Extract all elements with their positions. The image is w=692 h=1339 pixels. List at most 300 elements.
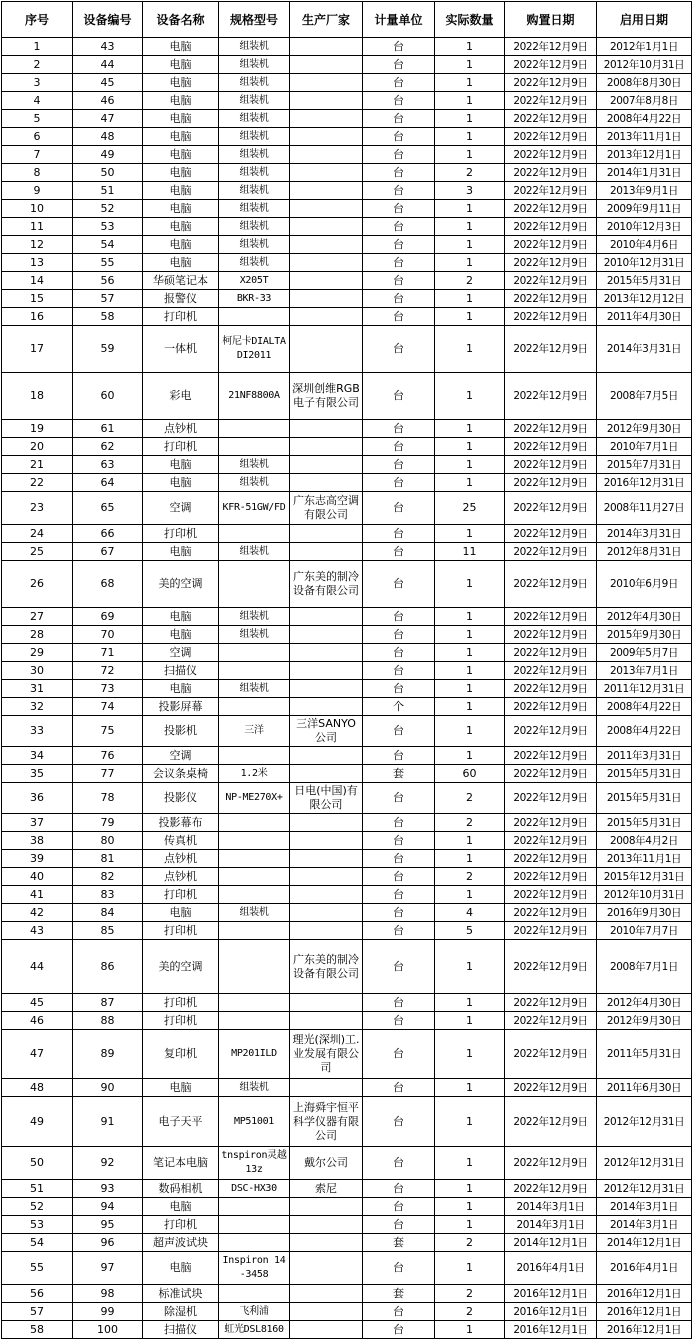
cell-manufacturer bbox=[290, 456, 363, 474]
cell-seq-no: 31 bbox=[2, 680, 73, 698]
cell-equipment-name: 点钞机 bbox=[143, 850, 219, 868]
cell-unit: 套 bbox=[363, 765, 435, 783]
cell-purchase-date: 2022年12月9日 bbox=[505, 832, 597, 850]
cell-start-date: 2011年4月30日 bbox=[597, 308, 692, 326]
cell-seq-no: 44 bbox=[2, 940, 73, 994]
cell-equipment-code: 98 bbox=[73, 1285, 143, 1303]
cell-unit: 台 bbox=[363, 994, 435, 1012]
cell-manufacturer bbox=[290, 92, 363, 110]
cell-purchase-date: 2022年12月9日 bbox=[505, 326, 597, 373]
cell-equipment-name: 投影幕布 bbox=[143, 814, 219, 832]
cell-equipment-code: 49 bbox=[73, 146, 143, 164]
cell-seq-no: 33 bbox=[2, 716, 73, 747]
cell-equipment-code: 75 bbox=[73, 716, 143, 747]
cell-quantity: 1 bbox=[435, 326, 505, 373]
cell-model-spec: NP-ME270X+ bbox=[219, 783, 290, 814]
table-row bbox=[2, 765, 692, 783]
cell-purchase-date: 2022年12月9日 bbox=[505, 922, 597, 940]
cell-equipment-code: 83 bbox=[73, 886, 143, 904]
cell-manufacturer bbox=[290, 236, 363, 254]
cell-model-spec: Inspiron 14-3458 bbox=[219, 1252, 290, 1285]
cell-quantity: 1 bbox=[435, 74, 505, 92]
cell-model-spec bbox=[219, 814, 290, 832]
cell-purchase-date: 2014年3月1日 bbox=[505, 1198, 597, 1216]
table-row bbox=[2, 290, 692, 308]
cell-model-spec: DSC-HX30 bbox=[219, 1180, 290, 1198]
cell-seq-no: 28 bbox=[2, 626, 73, 644]
cell-equipment-code: 52 bbox=[73, 200, 143, 218]
cell-quantity: 1 bbox=[435, 850, 505, 868]
cell-seq-no: 21 bbox=[2, 456, 73, 474]
cell-model-spec bbox=[219, 1285, 290, 1303]
table-row bbox=[2, 38, 692, 56]
cell-manufacturer bbox=[290, 420, 363, 438]
cell-start-date: 2011年12月31日 bbox=[597, 680, 692, 698]
table-row bbox=[2, 783, 692, 814]
cell-seq-no: 49 bbox=[2, 1097, 73, 1147]
cell-model-spec: 组装机 bbox=[219, 56, 290, 74]
cell-model-spec bbox=[219, 420, 290, 438]
cell-purchase-date: 2022年12月9日 bbox=[505, 56, 597, 74]
cell-model-spec: 柯尼卡DIALTADI2011 bbox=[219, 326, 290, 373]
table-row bbox=[2, 272, 692, 290]
cell-equipment-name: 电脑 bbox=[143, 608, 219, 626]
cell-start-date: 2011年3月31日 bbox=[597, 747, 692, 765]
cell-equipment-code: 48 bbox=[73, 128, 143, 146]
cell-model-spec: 组装机 bbox=[219, 74, 290, 92]
table-row bbox=[2, 1285, 692, 1303]
cell-unit: 台 bbox=[363, 940, 435, 994]
cell-quantity: 1 bbox=[435, 128, 505, 146]
cell-purchase-date: 2022年12月9日 bbox=[505, 272, 597, 290]
cell-model-spec bbox=[219, 644, 290, 662]
cell-seq-no: 24 bbox=[2, 525, 73, 543]
cell-manufacturer bbox=[290, 1303, 363, 1321]
cell-purchase-date: 2022年12月9日 bbox=[505, 626, 597, 644]
cell-unit: 台 bbox=[363, 1303, 435, 1321]
cell-start-date: 2015年5月31日 bbox=[597, 272, 692, 290]
cell-quantity: 1 bbox=[435, 146, 505, 164]
cell-purchase-date: 2022年12月9日 bbox=[505, 164, 597, 182]
cell-equipment-code: 78 bbox=[73, 783, 143, 814]
cell-manufacturer bbox=[290, 200, 363, 218]
cell-unit: 台 bbox=[363, 543, 435, 561]
cell-seq-no: 2 bbox=[2, 56, 73, 74]
table-row bbox=[2, 1030, 692, 1079]
cell-equipment-name: 投影仪 bbox=[143, 783, 219, 814]
cell-model-spec bbox=[219, 850, 290, 868]
equipment-table-body bbox=[2, 2, 692, 1339]
cell-equipment-code: 63 bbox=[73, 456, 143, 474]
cell-quantity: 1 bbox=[435, 1252, 505, 1285]
table-row bbox=[2, 868, 692, 886]
cell-equipment-code: 59 bbox=[73, 326, 143, 373]
cell-model-spec: 组装机 bbox=[219, 200, 290, 218]
cell-quantity: 5 bbox=[435, 922, 505, 940]
cell-equipment-name: 数码相机 bbox=[143, 1180, 219, 1198]
cell-purchase-date: 2022年12月9日 bbox=[505, 74, 597, 92]
cell-equipment-code: 95 bbox=[73, 1216, 143, 1234]
cell-unit: 台 bbox=[363, 1321, 435, 1339]
cell-model-spec bbox=[219, 940, 290, 994]
cell-start-date: 2012年12月31日 bbox=[597, 1180, 692, 1198]
cell-equipment-name: 彩电 bbox=[143, 373, 219, 420]
cell-seq-no: 36 bbox=[2, 783, 73, 814]
cell-manufacturer bbox=[290, 543, 363, 561]
cell-seq-no: 27 bbox=[2, 608, 73, 626]
cell-quantity: 1 bbox=[435, 1216, 505, 1234]
cell-quantity: 1 bbox=[435, 290, 505, 308]
cell-start-date: 2010年12月31日 bbox=[597, 254, 692, 272]
table-row bbox=[2, 814, 692, 832]
cell-manufacturer bbox=[290, 698, 363, 716]
cell-equipment-name: 电脑 bbox=[143, 543, 219, 561]
table-row bbox=[2, 164, 692, 182]
cell-manufacturer bbox=[290, 182, 363, 200]
table-row bbox=[2, 1198, 692, 1216]
cell-equipment-name: 超声波试块 bbox=[143, 1234, 219, 1252]
cell-equipment-name: 传真机 bbox=[143, 832, 219, 850]
cell-manufacturer: 三洋SANYO公司 bbox=[290, 716, 363, 747]
cell-equipment-name: 电脑 bbox=[143, 236, 219, 254]
cell-seq-no: 6 bbox=[2, 128, 73, 146]
cell-start-date: 2010年7月7日 bbox=[597, 922, 692, 940]
cell-equipment-code: 70 bbox=[73, 626, 143, 644]
cell-purchase-date: 2022年12月9日 bbox=[505, 1012, 597, 1030]
table-row bbox=[2, 492, 692, 525]
cell-purchase-date: 2022年12月9日 bbox=[505, 38, 597, 56]
cell-quantity: 1 bbox=[435, 626, 505, 644]
cell-quantity: 2 bbox=[435, 783, 505, 814]
cell-equipment-name: 电脑 bbox=[143, 1252, 219, 1285]
cell-equipment-code: 60 bbox=[73, 373, 143, 420]
cell-equipment-name: 点钞机 bbox=[143, 868, 219, 886]
table-row bbox=[2, 922, 692, 940]
cell-manufacturer bbox=[290, 1198, 363, 1216]
cell-quantity: 1 bbox=[435, 420, 505, 438]
cell-quantity: 1 bbox=[435, 474, 505, 492]
table-row bbox=[2, 56, 692, 74]
cell-seq-no: 53 bbox=[2, 1216, 73, 1234]
table-row bbox=[2, 1321, 692, 1339]
cell-start-date: 2015年5月31日 bbox=[597, 814, 692, 832]
cell-unit: 台 bbox=[363, 783, 435, 814]
cell-model-spec bbox=[219, 868, 290, 886]
cell-equipment-code: 43 bbox=[73, 38, 143, 56]
cell-seq-no: 12 bbox=[2, 236, 73, 254]
cell-model-spec: BKR-33 bbox=[219, 290, 290, 308]
cell-start-date: 2012年9月30日 bbox=[597, 1012, 692, 1030]
cell-equipment-name: 扫描仪 bbox=[143, 662, 219, 680]
cell-equipment-name: 美的空调 bbox=[143, 561, 219, 608]
cell-unit: 台 bbox=[363, 814, 435, 832]
cell-manufacturer bbox=[290, 308, 363, 326]
cell-start-date: 2012年12月31日 bbox=[597, 1097, 692, 1147]
cell-equipment-code: 57 bbox=[73, 290, 143, 308]
cell-start-date: 2013年11月1日 bbox=[597, 850, 692, 868]
cell-unit: 台 bbox=[363, 110, 435, 128]
cell-quantity: 2 bbox=[435, 814, 505, 832]
table-row bbox=[2, 373, 692, 420]
cell-unit: 台 bbox=[363, 525, 435, 543]
table-row bbox=[2, 525, 692, 543]
cell-equipment-name: 电脑 bbox=[143, 456, 219, 474]
cell-start-date: 2014年12月1日 bbox=[597, 1234, 692, 1252]
cell-seq-no: 3 bbox=[2, 74, 73, 92]
cell-unit: 台 bbox=[363, 474, 435, 492]
table-row bbox=[2, 92, 692, 110]
cell-start-date: 2014年1月31日 bbox=[597, 164, 692, 182]
cell-seq-no: 46 bbox=[2, 1012, 73, 1030]
table-row bbox=[2, 110, 692, 128]
column-header-manufacturer: 生产厂家 bbox=[290, 2, 363, 38]
cell-equipment-name: 点钞机 bbox=[143, 420, 219, 438]
cell-model-spec bbox=[219, 922, 290, 940]
cell-manufacturer bbox=[290, 1012, 363, 1030]
cell-manufacturer bbox=[290, 254, 363, 272]
cell-purchase-date: 2016年4月1日 bbox=[505, 1252, 597, 1285]
cell-model-spec bbox=[219, 1012, 290, 1030]
cell-manufacturer bbox=[290, 1216, 363, 1234]
cell-start-date: 2013年11月1日 bbox=[597, 128, 692, 146]
cell-purchase-date: 2022年12月9日 bbox=[505, 456, 597, 474]
table-row bbox=[2, 940, 692, 994]
cell-start-date: 2010年12月3日 bbox=[597, 218, 692, 236]
cell-quantity: 1 bbox=[435, 92, 505, 110]
cell-equipment-name: 打印机 bbox=[143, 308, 219, 326]
table-row bbox=[2, 608, 692, 626]
cell-manufacturer bbox=[290, 1252, 363, 1285]
cell-unit: 台 bbox=[363, 1012, 435, 1030]
cell-unit: 台 bbox=[363, 492, 435, 525]
cell-manufacturer bbox=[290, 747, 363, 765]
cell-unit: 台 bbox=[363, 456, 435, 474]
cell-model-spec bbox=[219, 747, 290, 765]
cell-quantity: 1 bbox=[435, 1079, 505, 1097]
table-row bbox=[2, 561, 692, 608]
table-row bbox=[2, 644, 692, 662]
cell-seq-no: 54 bbox=[2, 1234, 73, 1252]
cell-model-spec bbox=[219, 1234, 290, 1252]
cell-equipment-name: 美的空调 bbox=[143, 940, 219, 994]
table-row bbox=[2, 456, 692, 474]
cell-manufacturer: 广东美的制冷设备有限公司 bbox=[290, 940, 363, 994]
cell-equipment-code: 45 bbox=[73, 74, 143, 92]
cell-quantity: 2 bbox=[435, 1285, 505, 1303]
asset-register-sheet bbox=[0, 1, 692, 1336]
cell-purchase-date: 2022年12月9日 bbox=[505, 994, 597, 1012]
cell-purchase-date: 2022年12月9日 bbox=[505, 904, 597, 922]
cell-purchase-date: 2022年12月9日 bbox=[505, 561, 597, 608]
cell-manufacturer bbox=[290, 886, 363, 904]
cell-quantity: 1 bbox=[435, 438, 505, 456]
cell-manufacturer bbox=[290, 272, 363, 290]
cell-seq-no: 45 bbox=[2, 994, 73, 1012]
cell-start-date: 2010年6月9日 bbox=[597, 561, 692, 608]
cell-equipment-code: 47 bbox=[73, 110, 143, 128]
cell-start-date: 2007年8月8日 bbox=[597, 92, 692, 110]
cell-unit: 台 bbox=[363, 662, 435, 680]
cell-quantity: 1 bbox=[435, 1180, 505, 1198]
cell-purchase-date: 2022年12月9日 bbox=[505, 92, 597, 110]
cell-unit: 台 bbox=[363, 1216, 435, 1234]
cell-model-spec: 组装机 bbox=[219, 904, 290, 922]
cell-start-date: 2012年4月30日 bbox=[597, 608, 692, 626]
cell-quantity: 1 bbox=[435, 110, 505, 128]
cell-equipment-code: 68 bbox=[73, 561, 143, 608]
cell-start-date: 2012年12月31日 bbox=[597, 1147, 692, 1180]
table-row bbox=[2, 326, 692, 373]
cell-purchase-date: 2022年12月9日 bbox=[505, 680, 597, 698]
cell-start-date: 2016年12月1日 bbox=[597, 1321, 692, 1339]
cell-equipment-name: 笔记本电脑 bbox=[143, 1147, 219, 1180]
cell-quantity: 1 bbox=[435, 716, 505, 747]
cell-quantity: 1 bbox=[435, 561, 505, 608]
cell-equipment-name: 一体机 bbox=[143, 326, 219, 373]
cell-model-spec bbox=[219, 994, 290, 1012]
cell-purchase-date: 2022年12月9日 bbox=[505, 290, 597, 308]
cell-equipment-code: 62 bbox=[73, 438, 143, 456]
cell-start-date: 2016年4月1日 bbox=[597, 1252, 692, 1285]
cell-start-date: 2013年12月12日 bbox=[597, 290, 692, 308]
cell-unit: 套 bbox=[363, 1285, 435, 1303]
cell-purchase-date: 2022年12月9日 bbox=[505, 608, 597, 626]
cell-model-spec bbox=[219, 832, 290, 850]
cell-unit: 台 bbox=[363, 200, 435, 218]
cell-start-date: 2012年9月30日 bbox=[597, 420, 692, 438]
cell-manufacturer bbox=[290, 904, 363, 922]
cell-equipment-code: 94 bbox=[73, 1198, 143, 1216]
cell-purchase-date: 2022年12月9日 bbox=[505, 814, 597, 832]
cell-equipment-name: 空调 bbox=[143, 492, 219, 525]
cell-purchase-date: 2022年12月9日 bbox=[505, 525, 597, 543]
cell-seq-no: 43 bbox=[2, 922, 73, 940]
cell-unit: 台 bbox=[363, 254, 435, 272]
cell-manufacturer bbox=[290, 608, 363, 626]
cell-start-date: 2012年1月1日 bbox=[597, 38, 692, 56]
cell-equipment-name: 投影屏幕 bbox=[143, 698, 219, 716]
cell-seq-no: 39 bbox=[2, 850, 73, 868]
cell-unit: 台 bbox=[363, 146, 435, 164]
cell-manufacturer: 日电(中国)有限公司 bbox=[290, 783, 363, 814]
cell-unit: 台 bbox=[363, 904, 435, 922]
cell-equipment-code: 67 bbox=[73, 543, 143, 561]
cell-purchase-date: 2022年12月9日 bbox=[505, 1079, 597, 1097]
table-row bbox=[2, 1216, 692, 1234]
cell-purchase-date: 2014年3月1日 bbox=[505, 1216, 597, 1234]
cell-equipment-code: 77 bbox=[73, 765, 143, 783]
table-row bbox=[2, 1180, 692, 1198]
table-row bbox=[2, 182, 692, 200]
cell-equipment-name: 电脑 bbox=[143, 904, 219, 922]
cell-unit: 台 bbox=[363, 1180, 435, 1198]
cell-manufacturer bbox=[290, 1321, 363, 1339]
cell-equipment-name: 电脑 bbox=[143, 254, 219, 272]
cell-unit: 台 bbox=[363, 373, 435, 420]
cell-manufacturer: 索尼 bbox=[290, 1180, 363, 1198]
cell-equipment-name: 电脑 bbox=[143, 218, 219, 236]
cell-quantity: 1 bbox=[435, 940, 505, 994]
cell-manufacturer bbox=[290, 110, 363, 128]
cell-model-spec: 组装机 bbox=[219, 626, 290, 644]
cell-model-spec: tnspiron灵越13z bbox=[219, 1147, 290, 1180]
cell-start-date: 2016年12月1日 bbox=[597, 1303, 692, 1321]
cell-purchase-date: 2022年12月9日 bbox=[505, 747, 597, 765]
cell-quantity: 1 bbox=[435, 1321, 505, 1339]
cell-purchase-date: 2022年12月9日 bbox=[505, 543, 597, 561]
cell-quantity: 1 bbox=[435, 38, 505, 56]
table-row bbox=[2, 74, 692, 92]
cell-equipment-code: 93 bbox=[73, 1180, 143, 1198]
cell-equipment-name: 打印机 bbox=[143, 994, 219, 1012]
cell-equipment-name: 电脑 bbox=[143, 1198, 219, 1216]
cell-quantity: 1 bbox=[435, 525, 505, 543]
cell-model-spec bbox=[219, 525, 290, 543]
cell-equipment-code: 61 bbox=[73, 420, 143, 438]
cell-seq-no: 37 bbox=[2, 814, 73, 832]
cell-purchase-date: 2022年12月9日 bbox=[505, 128, 597, 146]
cell-equipment-code: 76 bbox=[73, 747, 143, 765]
cell-equipment-name: 电脑 bbox=[143, 110, 219, 128]
cell-model-spec: MP201ILD bbox=[219, 1030, 290, 1079]
cell-start-date: 2015年5月31日 bbox=[597, 765, 692, 783]
cell-equipment-code: 85 bbox=[73, 922, 143, 940]
cell-quantity: 2 bbox=[435, 1234, 505, 1252]
cell-seq-no: 7 bbox=[2, 146, 73, 164]
cell-manufacturer bbox=[290, 164, 363, 182]
cell-quantity: 1 bbox=[435, 254, 505, 272]
cell-quantity: 1 bbox=[435, 1012, 505, 1030]
cell-seq-no: 35 bbox=[2, 765, 73, 783]
cell-unit: 台 bbox=[363, 716, 435, 747]
cell-manufacturer: 理光(深圳)工.业发展有限公司 bbox=[290, 1030, 363, 1079]
cell-model-spec: 组装机 bbox=[219, 110, 290, 128]
cell-purchase-date: 2022年12月9日 bbox=[505, 1180, 597, 1198]
cell-start-date: 2015年7月31日 bbox=[597, 456, 692, 474]
table-row bbox=[2, 420, 692, 438]
table-row bbox=[2, 626, 692, 644]
cell-model-spec: KFR-51GW/FD bbox=[219, 492, 290, 525]
cell-unit: 台 bbox=[363, 608, 435, 626]
table-row bbox=[2, 254, 692, 272]
cell-seq-no: 51 bbox=[2, 1180, 73, 1198]
cell-seq-no: 42 bbox=[2, 904, 73, 922]
cell-start-date: 2015年5月31日 bbox=[597, 783, 692, 814]
cell-seq-no: 34 bbox=[2, 747, 73, 765]
cell-equipment-name: 电脑 bbox=[143, 474, 219, 492]
cell-purchase-date: 2022年12月9日 bbox=[505, 373, 597, 420]
cell-equipment-name: 电脑 bbox=[143, 74, 219, 92]
cell-model-spec: 组装机 bbox=[219, 182, 290, 200]
cell-equipment-name: 会议条桌椅 bbox=[143, 765, 219, 783]
cell-model-spec: 组装机 bbox=[219, 1079, 290, 1097]
table-row bbox=[2, 543, 692, 561]
cell-seq-no: 23 bbox=[2, 492, 73, 525]
cell-purchase-date: 2022年12月9日 bbox=[505, 783, 597, 814]
cell-quantity: 1 bbox=[435, 308, 505, 326]
cell-manufacturer: 戴尔公司 bbox=[290, 1147, 363, 1180]
cell-unit: 台 bbox=[363, 832, 435, 850]
cell-quantity: 1 bbox=[435, 832, 505, 850]
cell-equipment-name: 电脑 bbox=[143, 128, 219, 146]
cell-equipment-name: 复印机 bbox=[143, 1030, 219, 1079]
cell-seq-no: 38 bbox=[2, 832, 73, 850]
cell-equipment-code: 92 bbox=[73, 1147, 143, 1180]
cell-unit: 台 bbox=[363, 1030, 435, 1079]
cell-start-date: 2014年3月31日 bbox=[597, 525, 692, 543]
cell-unit: 台 bbox=[363, 290, 435, 308]
cell-manufacturer bbox=[290, 765, 363, 783]
